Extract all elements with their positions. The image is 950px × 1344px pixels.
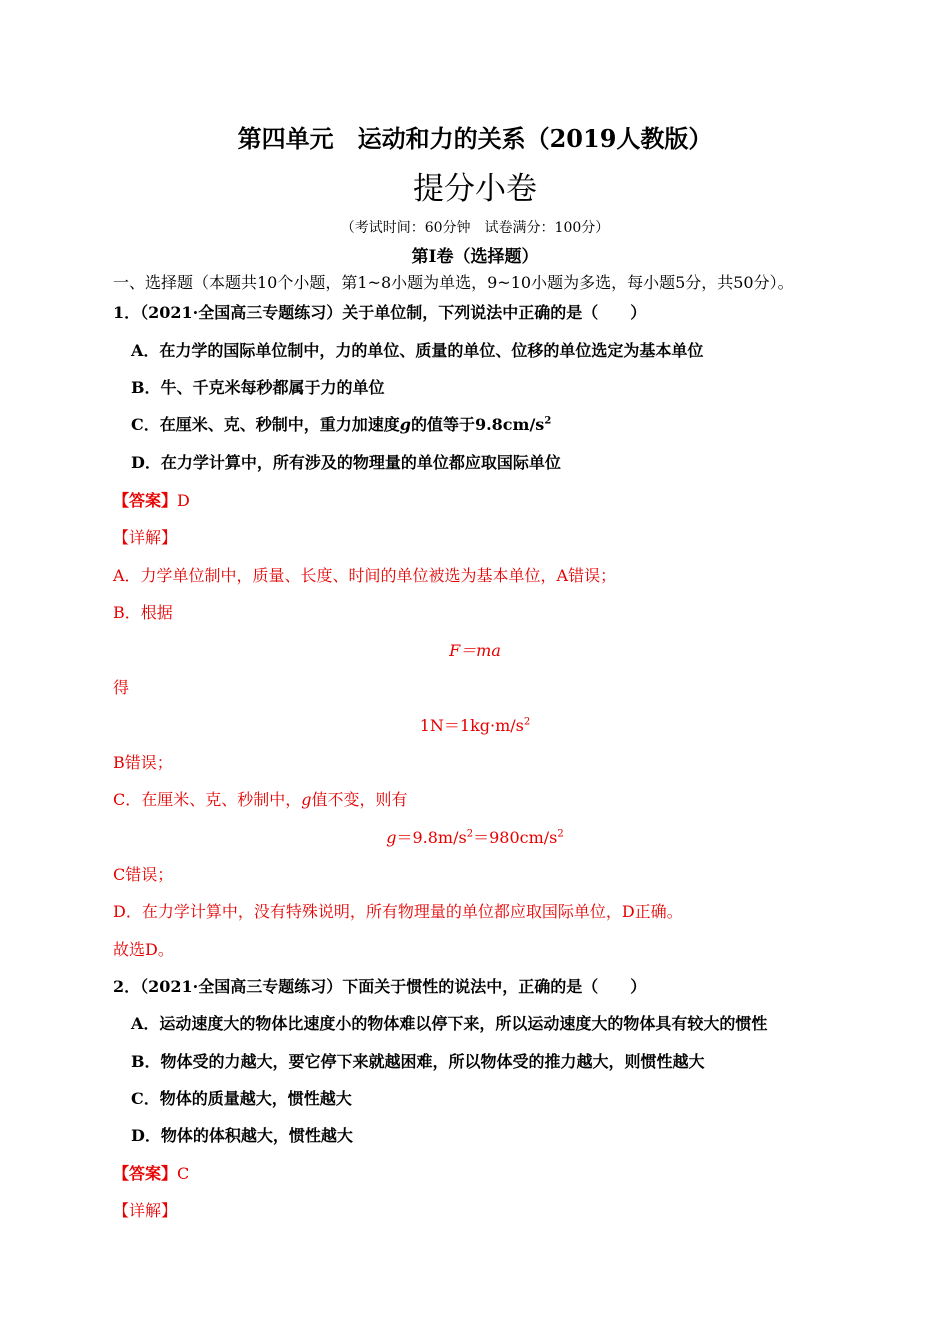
question-1-option-a: A．在力学的国际单位制中，力的单位、质量的单位、位移的单位选定为基本单位: [131, 341, 704, 360]
explanation-de: 得: [113, 678, 130, 697]
question-1-detail-tag: 【详解】: [113, 528, 178, 547]
question-1-option-c: C．在厘米、克、秒制中，重力加速度g的值等于$9.8cm/s^2$: [131, 415, 552, 434]
question-2-answer: 【答案】C: [113, 1164, 190, 1183]
question-2-detail-tag: 【详解】: [113, 1201, 178, 1220]
formula-g-value: $g=9.8m/s^2=980cm/s^2$: [386, 828, 564, 847]
question-2-stem: 2．（2021·全国高三专题练习）下面关于惯性的说法中，正确的是（ ）: [113, 977, 647, 996]
question-2-option-b: B．物体受的力越大，要它停下来就越困难，所以物体受的推力越大，则惯性越大: [131, 1052, 705, 1071]
explanation-c: C．在厘米、克、秒制中，g值不变，则有: [113, 790, 408, 809]
question-1-answer: 【答案】D: [113, 491, 190, 510]
doc-subtitle: 提分小卷: [413, 171, 537, 207]
formula-newton-unit: $1N=1kg\cdot m/s^2$: [419, 716, 531, 735]
question-1-option-d: D．在力学计算中，所有涉及的物理量的单位都应取国际单位: [131, 453, 561, 472]
explanation-b: B．根据: [113, 603, 173, 622]
explanation-b-wrong: B错误；: [113, 753, 173, 772]
explanation-c-wrong: C错误；: [113, 865, 174, 884]
exam-info: （考试时间：60分钟 试卷满分：100分）: [340, 220, 610, 236]
question-2-option-d: D．物体的体积越大，惯性越大: [131, 1126, 353, 1145]
explanation-a: A．力学单位制中，质量、长度、时间的单位被选为基本单位，A错误；: [113, 566, 617, 585]
section-title: 第Ⅰ卷（选择题）: [411, 247, 539, 267]
question-1-stem: 1．（2021·全国高三专题练习）关于单位制，下列说法中正确的是（ ）: [113, 303, 647, 322]
question-2-option-a: A．运动速度大的物体比速度小的物体难以停下来，所以运动速度大的物体具有较大的惯性: [131, 1014, 768, 1033]
doc-title: 第四单元 运动和力的关系（2019人教版）: [237, 124, 713, 153]
question-1-conclusion: 故选D。: [113, 940, 174, 959]
explanation-d: D．在力学计算中，没有特殊说明，所有物理量的单位都应取国际单位，D正确。: [113, 902, 683, 921]
instructions: 一、选择题（本题共10个小题，第1~8小题为单选，9~10小题为多选，每小题5分，共50分）。: [113, 273, 794, 292]
question-1-option-b: B．牛、千克米每秒都属于力的单位: [131, 378, 385, 397]
formula-f-ma: F＝ma: [449, 641, 501, 660]
question-2-option-c: C．物体的质量越大，惯性越大: [131, 1089, 352, 1108]
